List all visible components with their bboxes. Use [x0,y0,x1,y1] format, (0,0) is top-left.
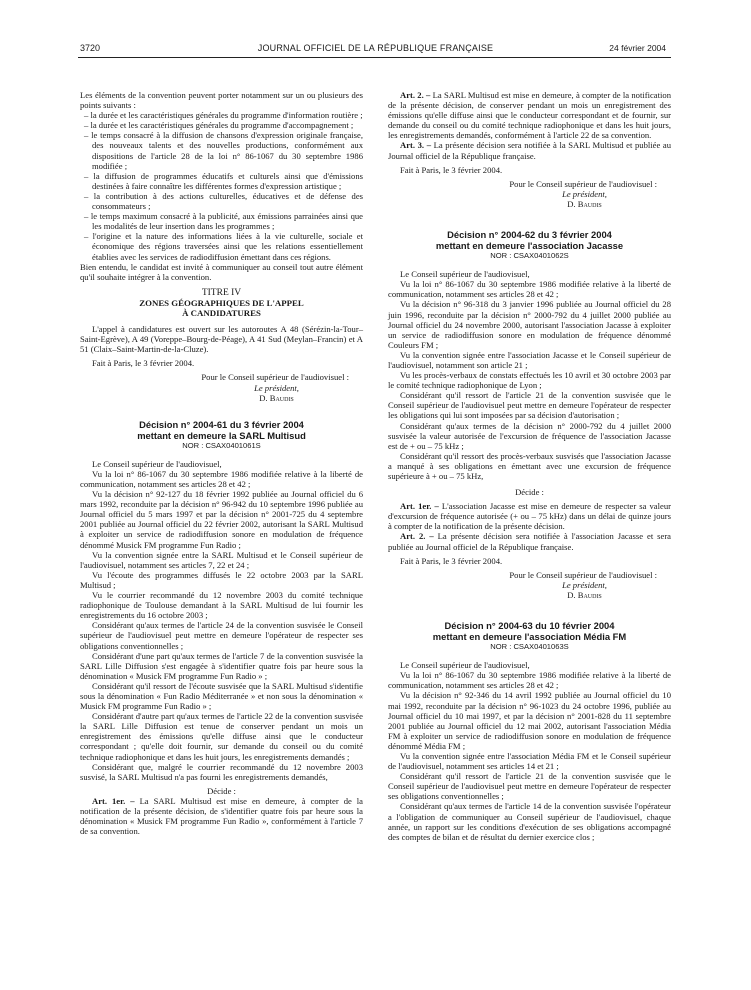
paragraph: Considérant d'autre part qu'aux termes de l'article 22 de la convention susvisée la SARL Lille Diffusion est tenue de conserver pendant un mois un enregistrement des émissions qu'elle diffuse ainsi que le conducteur correspondant ; qu'elle doit fournir, sur demande du conseil ou du comité technique radiophonique et dans les huit jours, les enregistrements demandés ; [80,711,363,762]
paragraph: Considérant qu'aux termes de l'article 14 de la convention susvisée l'opérateur a l'obligation de communiquer au Conseil supérieur de l'audiovisuel, chaque année, un rapport sur les conditions d'exécution de ses obligations accompagné des comptes de bilan et de résultat du dernier exercice clos ; [388,801,671,842]
list-item: – la diffusion de programmes éducatifs et culturels ainsi que d'émissions destinées à faire connaître les différentes formes d'expression artistique ; [84,170,363,191]
signature-name: D. Baudis [259,392,294,403]
fait-line: Fait à Paris, le 3 février 2004. [92,358,195,369]
signature-role: Le président, [562,579,607,590]
list-item: – la durée et les caractéristiques générales du programme d'accompagnement ; [84,120,354,131]
decision-title: mettant en demeure la SARL Multisud [137,429,306,441]
list-item: – la contribution à des actions culturelles, éducatives et de défense des consommateurs ; [84,190,363,212]
paragraph: Considérant que, malgré le courrier recommandé du 12 novembre 2003 susvisé, la SARL Multisud n'a pas fourni les enregistrements demandés, [80,761,363,782]
paragraph: Considérant qu'il ressort de l'écoute susvisée que la SARL Multisud s'identifie sous la dénomination « Fun Radio Méditerranée » et non sous la dénomination « Musick FM programme Fun Radio » ; [80,680,363,712]
paragraph: Vu la décision n° 96-318 du 3 janvier 1996 publiée au Journal officiel du 28 juin 1996, reconduite par la décision n° 2000-792 du 4 juillet 2000 publiée au Journal officiel du 24 novembre 2000, autorisant l'association Jacasse à exploiter un service de radiodiffusion sonore en modulation de fréquence dénommé Couleurs FM ; [388,299,671,350]
list-item: – la durée et les caractéristiques générales du programme d'information routière ; [84,110,363,121]
decision-title: mettant en demeure l'association Jacasse [435,240,624,252]
list-item: – le temps consacré à la diffusion de chansons d'expression originale française, des nouveaux talents et des nouvelles productions, conformément aux dispositions de l'article 28 de la loi n° 86-1067 du 30 septembre 1986 modifiée ; [84,130,363,171]
paragraph: Vu la loi n° 86-1067 du 30 septembre 1986 modifiée relative à la liberté de communication, notamment ses articles 28 et 42 ; [388,670,671,691]
decision-title: mettant en demeure l'association Média FM [432,631,627,643]
signature-for: Pour le Conseil supérieur de l'audiovisuel : [509,569,657,580]
article-label: Art. 1er. – [400,501,439,512]
decision-title: Décision n° 2004-62 du 3 février 2004 [447,229,612,241]
paragraph: Vu la loi n° 86-1067 du 30 septembre 1986 modifiée relative à la liberté de communication, notamment ses articles 28 et 42 ; [388,279,671,300]
article-paragraph [388,140,671,160]
nor-reference: NOR : CSAX0401061S [182,440,261,450]
decide-heading: Décide : [515,487,544,498]
issue-date: 24 février 2004 [609,43,666,53]
paragraph: Considérant qu'aux termes de la décision n° 2000-792 du 4 juillet 2000 susvisée la valeur autorisée de l'excursion de fréquence de l'association Jacasse est de + ou – 75 kHz ; [388,420,671,451]
paragraph: Vu la décision n° 92-346 du 14 avril 1992 publiée au Journal officiel du 10 mai 1992, reconduite par la décision n° 96-1023 du 24 octobre 1996, publiée au Journal officiel du 10 mai 1997, et par la décision n° 2001-828 du 11 septembre 2001 publiée au Journal officiel du 12 mai 2002, autorisant l'association Média FM à exploiter un service de radiodiffusion sonore en modulation de fréquence dénommé Média FM ; [388,690,671,751]
section-subtitle: ZONES GÉOGRAPHIQUES DE L'APPEL [139,297,304,308]
article-text: La présente décision sera notifiée à la SARL Multisud et publiée au Journal officiel de la République française. [388,140,672,161]
nor-reference: NOR : CSAX0401062S [490,251,569,261]
page-header [0,0,751,53]
list-item: – le temps maximum consacré à la publicité, aux émissions parrainées ainsi que les modalités de leur insertion dans les programmes ; [84,211,363,232]
article-paragraph [80,796,363,836]
paragraph: Vu le courrier recommandé du 12 novembre 2003 du comité technique radiophonique de Toulouse demandant à la SARL Multisud de lui fournir les enregistrements du 16 octobre 2003 ; [80,590,363,621]
article-paragraph [388,501,671,531]
paragraph: Vu la loi n° 86-1067 du 30 septembre 1986 modifiée relative à la liberté de communication, notamment ses articles 28 et 42 ; [80,468,363,489]
signature-for: Pour le Conseil supérieur de l'audiovisuel : [201,372,349,383]
signature-name: D. Baudis [567,198,602,209]
decision-title: Décision n° 2004-61 du 3 février 2004 [139,418,304,430]
article-label: Art. 2. – [400,531,434,542]
signature-name: D. Baudis [567,589,602,600]
paragraph: L'appel à candidatures est ouvert sur les autoroutes A 48 (Sérézin-la-Tour–Saint-Egrève), A 49 (Voreppe–Bourg-de-Péage), A 41 Sud (Meylan–Francin) et A 51 (Claix–Saint-Martin-de-la-Cluze). [80,324,363,355]
decision-title: Décision n° 2004-63 du 10 février 2004 [444,620,615,632]
paragraph: Vu la convention signée entre l'association Jacasse et le Conseil supérieur de l'audiovisuel, notamment son article 21 ; [388,349,671,370]
signature-for: Pour le Conseil supérieur de l'audiovisuel : [509,178,657,189]
paragraph: Considérant qu'il ressort des procès-verbaux susvisés que l'association Jacasse a manqué à ses obligations en émettant avec une excursion de fréquence supérieure à + ou – 75 kHz, [388,450,671,481]
header-rule [78,57,671,58]
article-text: La SARL Multisud est mise en demeure, à compter de la notification de la présente décision, de conserver pendant un mois un enregistrement des émissions qu'elle diffuse ainsi que le conducteur correspondant et de fournir, sur demande du conseil ou du comité technique radiophonique et dans les huit jours, les enregistrements demandés, conformément à l'article 22 de sa convention. [388,90,671,141]
decide-heading: Décide : [207,785,236,796]
page-number: 3720 [80,43,101,53]
paragraph: Vu les procès-verbaux de constats effectués les 10 avril et 30 octobre 2003 par le comité technique radiophonique de Lyon ; [388,370,671,391]
article-label: Art. 2. – [400,90,431,100]
journal-title: JOURNAL OFFICIEL DE LA RÉPUBLIQUE FRANÇAISE [257,43,494,53]
paragraph: Vu la convention signée entre l'association Média FM et le Conseil supérieur de l'audiovisuel, notamment ses articles 14 et 21 ; [388,750,671,772]
paragraph: Le Conseil supérieur de l'audiovisuel, [400,269,530,280]
signature-role: Le président, [562,188,607,199]
article-text: L'association Jacasse est mise en demeure de respecter sa valeur d'excursion de fréquence autorisée (+ ou – 75 kHz) dans un délai de quinze jours à compter de la notification de la présente décision. [388,501,671,532]
right-column [388,90,671,842]
article-paragraph [388,90,671,140]
paragraph: Considérant qu'aux termes de l'article 24 de la convention susvisée le Conseil supérieur de l'audiovisuel peut mettre en demeure l'opérateur de respecter ses obligations conventionnelles ; [80,620,363,651]
article-paragraph [388,531,671,551]
paragraph: Bien entendu, le candidat est invité à communiquer au conseil tout autre élément qu'il souhaite intégrer à la convention. [80,261,363,282]
left-column [80,90,363,836]
paragraph: Considérant qu'il ressort de l'article 21 de la convention susvisée que le Conseil supérieur de l'audiovisuel peut mettre en demeure l'opérateur de respecter ses obligations conventionnelles ; [388,771,671,802]
paragraph: Considérant d'une part qu'aux termes de l'article 7 de la convention susvisée la SARL Lille Diffusion s'est engagée à s'identifier quatre fois par heure sous la dénomination « Musick FM programme Fun Radio » ; [80,650,363,681]
article-text: La SARL Multisud est mise en demeure, à compter de la notification de la présente décision, de s'identifier quatre fois par heure sous la dénomination « Musick FM programme Fun Radio », conformément à l'article 7 de sa convention. [80,795,363,837]
paragraph: Vu la décision n° 92-127 du 18 février 1992 publiée au Journal officiel du 6 mars 1992, reconduite par la décision n° 96-942 du 10 septembre 1996 publiée au Journal officiel du 5 mars 1997 et par la décision n° 2001-725 du 4 septembre 2001 publiée au Journal officiel du 22 février 2002, autorisant la SARL Multisud à exploiter un service de radiodiffusion sonore en modulation de fréquence dénommé Musick FM programme Fun Radio ; [80,489,363,550]
section-subtitle: À CANDIDATURES [182,307,261,318]
fait-line: Fait à Paris, le 3 février 2004. [400,555,503,566]
convention-points-list [80,110,363,261]
section-title: TITRE IV [201,287,242,298]
article-label: Art. 3. – [400,140,431,151]
list-item: – l'origine et la nature des informations liées à la vie culturelle, sociale et économique des régions traversées ainsi que les relations essentiellement établies avec les services de radiodiffusion émettant dans ces régions. [84,231,363,262]
signature-role: Le président, [254,382,299,393]
nor-reference: NOR : CSAX0401063S [490,642,569,652]
paragraph: Le Conseil supérieur de l'audiovisuel, [92,458,222,469]
paragraph: Vu la convention signée entre la SARL Multisud et le Conseil supérieur de l'audiovisuel, notamment ses articles 7, 22 et 24 ; [80,549,363,570]
article-label: Art. 1er. – [92,795,135,806]
paragraph: Le Conseil supérieur de l'audiovisuel, [400,660,530,671]
article-text: La présente décision sera notifiée à l'association Jacasse et sera publiée au Journal officiel de la République française. [388,531,671,552]
fait-line: Fait à Paris, le 3 février 2004. [400,164,503,175]
paragraph: Vu l'écoute des programmes diffusés le 22 octobre 2003 par la SARL Multisud ; [80,569,363,590]
convention-intro: Les éléments de la convention peuvent porter notamment sur un ou plusieurs des points suivants : [80,90,363,111]
paragraph: Considérant qu'il ressort de l'article 21 de la convention susvisée que le Conseil supérieur de l'audiovisuel peut mettre en demeure l'opérateur de respecter les obligations qui lui sont imposées par sa décision d'autorisation ; [388,390,671,421]
